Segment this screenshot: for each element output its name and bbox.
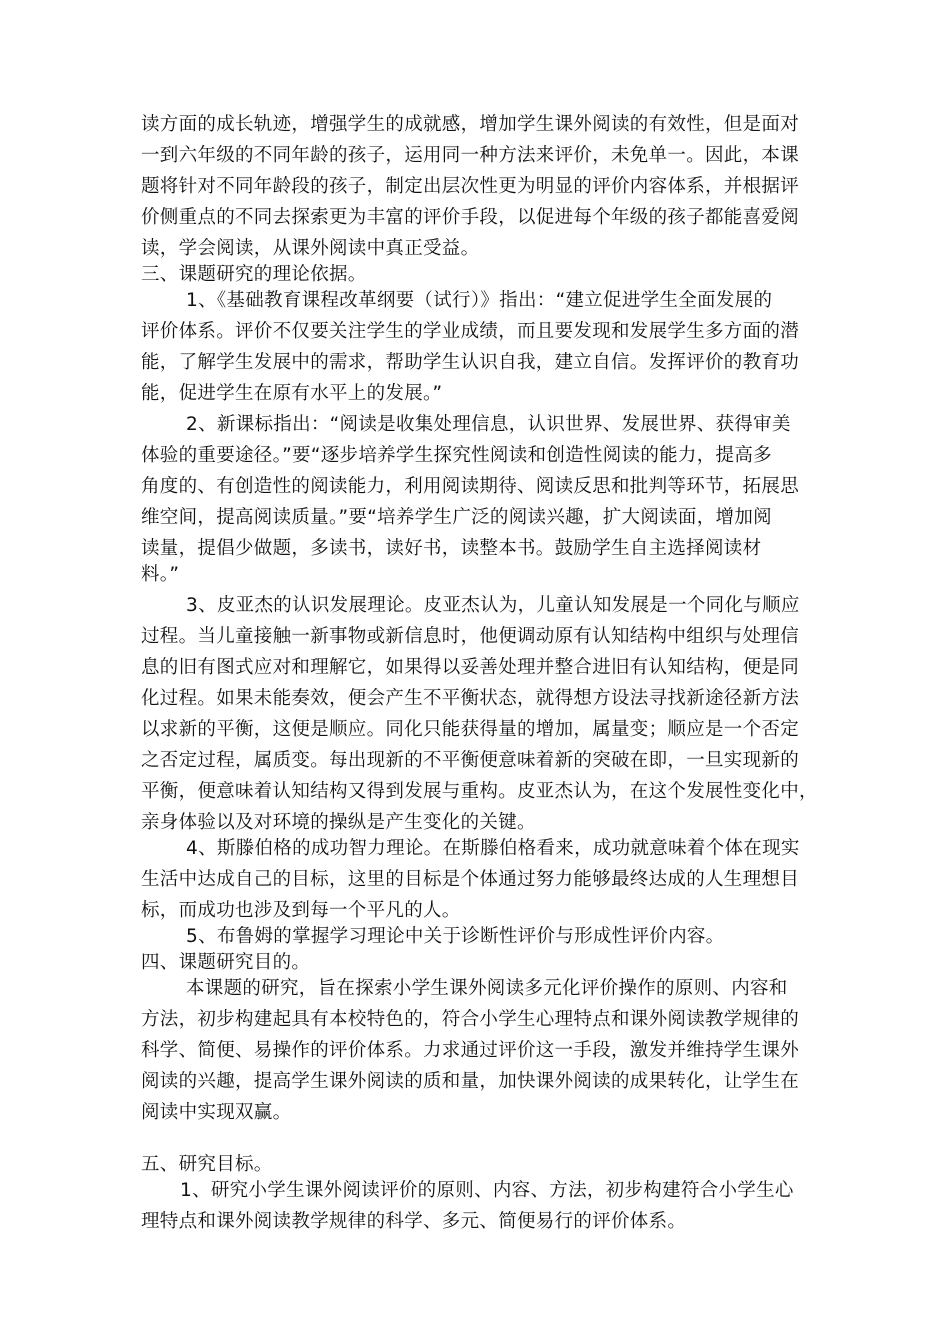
paragraph-line: 读量，提倡少做题，多读书，读好书，读整本书。鼓励学生自主选择阅读材 [141,538,762,559]
paragraph-line: 生活中达成自己的目标，这里的目标是个体通过努力能够最终达成的人生理想目 [141,869,800,890]
paragraph-line: 能，促进学生在原有水平上的发展。” [141,383,443,404]
section-heading: 五、研究目标。 [141,1154,273,1175]
paragraph-line: 1、研究小学生课外阅读评价的原则、内容、方法，初步构建符合小学生心 [180,1180,794,1201]
paragraph-line: 5、布鲁姆的掌握学习理论中关于诊断性评价与形成性评价内容。 [186,926,725,947]
paragraph-line: 息的旧有图式应对和理解它，如果得以妥善处理并整合进旧有认知结构，便是同 [141,657,800,678]
paragraph-line: 料。” [141,564,180,585]
paragraph-line: 维空间，提高阅读质量。”要“培养学生广泛的阅读兴趣，扩大阅读面，增加阅 [141,507,772,528]
paragraph-line: 读方面的成长轨迹，增强学生的成就感，增加学生课外阅读的有效性，但是面对 [141,114,800,135]
paragraph-line: 4、斯滕伯格的成功智力理论。在斯滕伯格看来，成功就意味着个体在现实 [186,838,800,859]
paragraph-line: 方法，初步构建起具有本校特色的，符合小学生心理特点和课外阅读教学规律的 [141,1009,800,1030]
paragraph-line: 价侧重点的不同去探索更为丰富的评价手段，以促进每个年级的孩子都能喜爱阅 [141,207,800,228]
paragraph-line: 标，而成功也涉及到每一个平凡的人。 [141,900,461,921]
paragraph-line: 科学、简便、易操作的评价体系。力求通过评价这一手段，激发并维持学生课外 [141,1040,800,1061]
paragraph-line: 之否定过程，属质变。每出现新的不平衡便意味着新的突破在即，一旦实现新的 [141,750,800,771]
paragraph-line: 理特点和课外阅读教学规律的科学、多元、简便易行的评价体系。 [141,1211,687,1232]
paragraph-line: 平衡，便意味着认知结构又得到发展与重构。皮亚杰认为，在这个发展性变化中， [141,781,818,802]
paragraph-line: 1、《基础教育课程改革纲要（试行）》指出：“建立促进学生全面发展的 [186,290,773,311]
paragraph-line: 本课题的研究，旨在探索小学生课外阅读多元化评价操作的原则、内容和 [186,978,788,999]
paragraph-line: 以求新的平衡，这便是顺应。同化只能获得量的增加，属量变；顺应是一个否定 [141,719,800,740]
section-heading: 四、课题研究目的。 [141,952,311,973]
paragraph-line: 读，学会阅读，从课外阅读中真正受益。 [141,238,480,259]
paragraph-line: 阅读中实现双赢。 [141,1102,292,1123]
paragraph-line: 一到六年级的不同年龄的孩子，运用同一种方法来评价，未免单一。因此，本课 [141,145,800,166]
paragraph-line: 体验的重要途径。”要“逐步培养学生探究性阅读和创造性阅读的能力，提高多 [141,445,772,466]
paragraph-line: 亲身体验以及对环境的操纵是产生变化的关键。 [141,812,536,833]
paragraph-line: 化过程。如果未能奏效，便会产生不平衡状态，就得想方设法寻找新途径新方法 [141,688,800,709]
paragraph-line: 3、皮亚杰的认识发展理论。皮亚杰认为，儿童认知发展是一个同化与顺应 [186,595,800,616]
paragraph-line: 阅读的兴趣，提高学生课外阅读的质和量，加快课外阅读的成果转化，让学生在 [141,1071,800,1092]
paragraph-line: 题将针对不同年龄段的孩子，制定出层次性更为明显的评价内容体系，并根据评 [141,176,800,197]
paragraph-line: 能，了解学生发展中的需求，帮助学生认识自我，建立自信。发挥评价的教育功 [141,352,800,373]
paragraph-line: 2、新课标指出：“阅读是收集处理信息，认识世界、发展世界、获得审美 [186,414,791,435]
paragraph-line: 过程。当儿童接触一新事物或新信息时，他便调动原有认知结构中组织与处理信 [141,626,800,647]
section-heading: 三、课题研究的理论依据。 [141,264,367,285]
paragraph-line: 评价体系。评价不仅要关注学生的学业成绩，而且要发现和发展学生多方面的潜 [141,321,800,342]
paragraph-line: 角度的、有创造性的阅读能力，利用阅读期待、阅读反思和批判等环节，拓展思 [141,476,800,497]
